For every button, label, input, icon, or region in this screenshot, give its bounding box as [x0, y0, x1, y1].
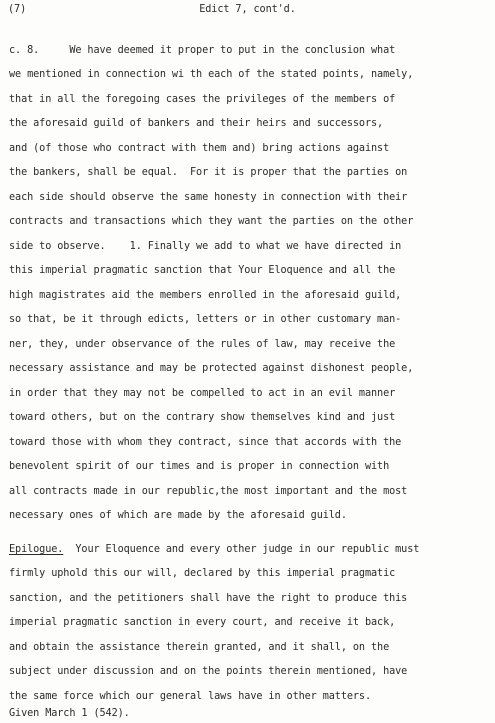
text-line: sanction, and the petitioners shall have the right to produce this [9, 593, 408, 604]
text-line: we mentioned in connection wi th each of the stated points, namely, [9, 69, 414, 80]
text-line: benevolent spirit of our times and is proper in connection with [9, 461, 390, 472]
text-line: toward others, but on the contrary show themselves kind and just [9, 412, 396, 423]
text-line: imperial pragmatic sanction in every court, and receive it back, [9, 617, 396, 628]
text-line: so that, be it through edicts, letters or in other customary man- [9, 314, 402, 325]
page-header [8, 4, 487, 20]
document-title: Edict 7, cont'd. [199, 4, 296, 15]
text-line: each side should observe the same honesty in connection with their [9, 192, 408, 203]
text-line: side to observe. 1. Finally we add to what we have directed in [9, 241, 402, 252]
text-line: necessary assistance and may be protected against dishonest people, [9, 363, 414, 374]
epilogue-first-line [9, 543, 419, 557]
text-line: toward those with whom they contract, since that accords with the [9, 437, 402, 448]
text-line: this imperial pragmatic sanction that Your Eloquence and all the [9, 265, 396, 276]
text-line: the bankers, shall be equal. For it is proper that the parties on [9, 167, 408, 178]
text-line: and obtain the assistance therein granted, and it shall, on the [9, 642, 390, 653]
text-line: subject under discussion and on the points therein mentioned, have [9, 666, 408, 677]
text-line: that in all the foregoing cases the privileges of the members of [9, 94, 396, 105]
text-line: and (of those who contract with them and) bring actions against [9, 143, 390, 154]
text-line: high magistrates aid the members enrolled in the aforesaid guild, [9, 290, 402, 301]
text-line: contracts and transactions which they want the parties on the other [9, 216, 414, 227]
text-line: the same force which our general laws have in other matters. [9, 691, 372, 702]
text-line: in order that they may not be compelled to act in an evil manner [9, 388, 396, 399]
date-line: Given March 1 (542). [9, 708, 130, 719]
epilogue-first-line-text: Your Eloquence and every other judge in our republic must [63, 544, 420, 555]
page-number: (7) [8, 4, 27, 15]
text-line: necessary ones of which are made by the aforesaid guild. [9, 510, 347, 521]
text-line: all contracts made in our republic,the most important and the most [9, 486, 408, 497]
text-line: the aforesaid guild of bankers and their heirs and successors, [9, 118, 384, 129]
epilogue-heading: Epilogue. [9, 544, 64, 555]
text-line: firmly uphold this our will, declared by this imperial pragmatic [9, 568, 396, 579]
text-line: ner, they, under observance of the rules of law, may receive the [9, 339, 396, 350]
text-line: c. 8. We have deemed it proper to put in the conclusion what [9, 45, 396, 56]
